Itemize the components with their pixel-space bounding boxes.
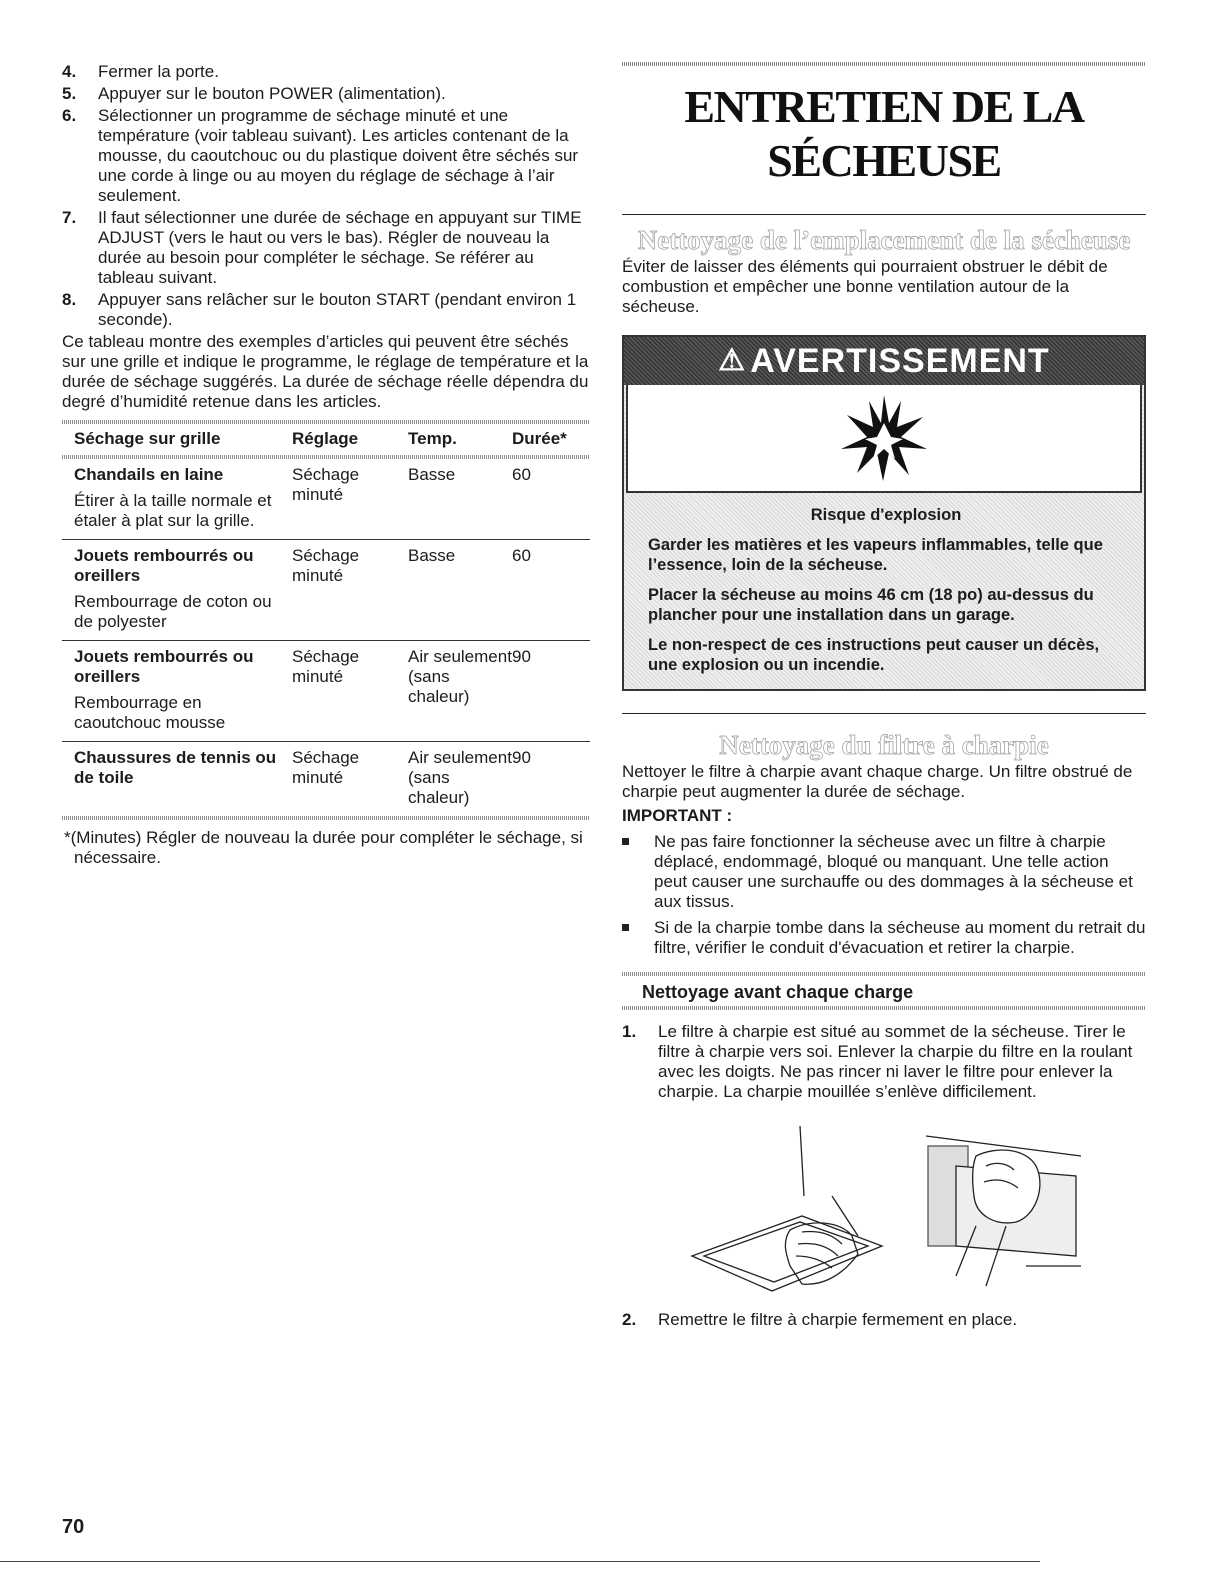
row-desc: Rembourrage de coton ou de polyester [74,592,272,631]
row-item: Jouets rembourrés ou oreillers [74,546,254,585]
section-text-location: Éviter de laisser des éléments qui pourraient obstruer le débit de combustion et empêcher une bonne ventilation autour de la sécheuse. [622,257,1108,316]
title-rule [622,214,1146,215]
section-rule [622,713,1146,714]
table-row [62,641,590,742]
step-number: 2. [622,1310,637,1329]
step-number: 5. [62,84,77,103]
table-top-divider [62,420,590,424]
row-setting: Séchage minuté [292,465,360,504]
step-number: 6. [62,106,77,125]
row-desc: Rembourrage en caoutchouc mousse [74,693,226,732]
step-7 [62,208,590,288]
header-time: Durée* [512,429,567,448]
warning-line: Garder les matières et les vapeurs inflammables, telle que l’essence, loin de la sécheuse. [648,536,1103,574]
header-item: Séchage sur grille [74,429,221,448]
filter-cleaning-image [916,1126,1086,1296]
subsection-top-divider [622,972,1146,976]
row-temp: Basse [408,546,456,565]
subsection-heading: Nettoyage avant chaque charge [642,982,914,1002]
page-number: 70 [62,1516,85,1538]
row-item: Chaussures de tennis ou de toile [74,748,277,787]
step-text: Appuyer sur le bouton POWER (alimentation). [98,84,446,103]
right-column [622,62,1146,1332]
section-heading-filter: Nettoyage du filtre à charpie [719,730,1049,760]
table-footnote: *(Minutes) Régler de nouveau la durée pour compléter le séchage, si nécessaire. [64,828,583,867]
list-item [622,918,1146,958]
step-number: 7. [62,208,77,227]
table-intro: Ce tableau montre des exemples d’articles qui peuvent être séchés sur une grille et indique le programme, le réglage de température et la durée de séchage suggérés. La durée de séchage réelle dépendra du degré d’humidité retenue dans les articles. [62,332,589,411]
step-text: Remettre le filtre à charpie fermement en place. [658,1310,1018,1329]
header-temp: Temp. [408,429,457,448]
step-text: Sélectionner un programme de séchage minuté et une température (voir tableau suivant). Les articles contenant de la mousse, du caoutchouc ou du plastique doivent être séchés sur une corde à linge ou au moyen du réglage de séchage à l’air seulement. [98,106,579,205]
row-time: 60 [512,465,531,484]
page-title: ENTRETIEN DE LA SÉCHEUSE [684,81,1084,186]
table-row [62,540,590,641]
row-item: Jouets rembourrés ou oreillers [74,647,254,686]
lint-filter-illustration [622,1126,1146,1296]
row-time: 90 [512,647,531,666]
drying-rack-table [62,420,590,820]
filter-step-1 [622,1022,1146,1102]
bullet-text: Si de la charpie tombe dans la sécheuse au moment du retrait du filtre, vérifier le conduit d'évacuation et retirer la charpie. [654,918,1146,957]
list-item [622,832,1146,912]
row-setting: Séchage minuté [292,647,360,686]
step-text: Il faut sélectionner une durée de séchage en appuyant sur TIME ADJUST (vers le haut ou vers le bas). Régler de nouveau la durée au besoin pour compléter le séchage. Se référer au tableau suivant. [98,208,582,287]
step-8 [62,290,590,330]
step-number: 4. [62,62,77,81]
explosion-icon [626,385,1142,493]
row-temp: Air seulement (sans chaleur) [408,647,512,706]
step-5 [62,84,590,104]
warning-text [624,493,1144,689]
table-row [62,742,590,816]
filter-step-2 [622,1310,1146,1330]
step-text: Appuyer sans relâcher sur le bouton START (pendant environ 1 seconde). [98,290,577,329]
bottom-rule [0,1561,1040,1562]
row-temp: Air seulement (sans chaleur) [408,748,512,807]
step-text: Le filtre à charpie est situé au sommet de la sécheuse. Tirer le filtre à charpie vers soi. Enlever la charpie du filtre en la roulant avec les doigts. Ne pas rincer ni laver le filtre pour enlever la charpie. La charpie mouillée s’enlève difficilement. [658,1022,1133,1101]
row-time: 60 [512,546,531,565]
table-header [62,424,590,455]
table-header-divider [62,455,590,459]
row-temp: Basse [408,465,456,484]
bullet-text: Ne pas faire fonctionner la sécheuse avec un filtre à charpie déplacé, endommagé, bloqué ou manquant. Une telle action peut causer une surchauffe ou des dommages à la sécheuse et aux tissus. [654,832,1133,911]
step-text: Fermer la porte. [98,62,219,81]
bullet-square-icon [622,918,654,958]
section-text-filter: Nettoyer le filtre à charpie avant chaque charge. Un filtre obstrué de charpie peut augmenter la durée de séchage. [622,762,1133,801]
step-number: 1. [622,1022,637,1041]
left-column [62,62,590,868]
bullet-square-icon [622,832,654,912]
step-number: 8. [62,290,77,309]
step-4 [62,62,590,82]
warning-risk: Risque d'explosion [810,506,962,524]
warning-line: Placer la sécheuse au moins 46 cm (18 po) au-dessus du plancher pour une installation dans un garage. [648,586,1094,624]
row-desc: Étirer à la taille normale et étaler à plat sur la grille. [74,491,272,530]
warning-label: AVERTISSEMENT [750,342,1050,380]
row-setting: Séchage minuté [292,748,360,787]
header-setting: Réglage [292,429,359,448]
row-item: Chandails en laine [74,465,224,484]
row-setting: Séchage minuté [292,546,360,585]
section-heading-location: Nettoyage de l’emplacement de la sécheuse [637,225,1131,255]
table-bottom-divider [62,816,590,820]
important-label: IMPORTANT : [622,806,733,825]
step-6 [62,106,590,206]
top-divider [622,62,1146,66]
warning-triangle-icon: ⚠ [718,344,747,377]
warning-box [622,335,1146,691]
warning-line: Le non-respect de ces instructions peut causer un décès, une explosion ou un incendie. [648,636,1100,674]
table-row [62,459,590,540]
filter-removal-image [682,1126,892,1296]
subsection-bottom-divider [622,1006,1146,1010]
warning-header [624,337,1144,385]
row-time: 90 [512,748,531,767]
